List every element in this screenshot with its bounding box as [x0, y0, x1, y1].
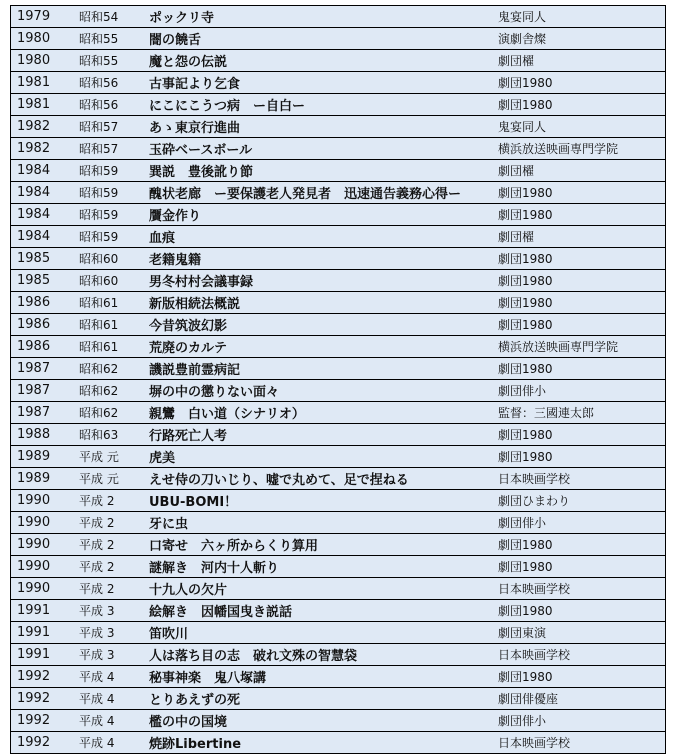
table-row — [11, 666, 666, 688]
table-row — [11, 248, 666, 270]
troupe-cell: 横浜放送映画専門学院 — [495, 138, 666, 160]
troupe-cell: 劇団1980 — [495, 446, 666, 468]
title-cell: 絵解き 因幡国曳き説話 — [149, 600, 495, 622]
table-row — [11, 6, 666, 28]
era-cell: 昭和56 — [75, 72, 149, 94]
troupe-cell: 日本映画学校 — [495, 578, 666, 600]
table-row — [11, 578, 666, 600]
troupe-cell: 劇団櫂 — [495, 160, 666, 182]
era-cell: 平成 4 — [75, 688, 149, 710]
title-cell: 玉砕ベースボール — [149, 138, 495, 160]
title-cell: えせ侍の刀いじり、嘘で丸めて、足で捏ねる — [149, 468, 495, 490]
troupe-cell: 劇団1980 — [495, 292, 666, 314]
title-cell: 男冬村村会議事録 — [149, 270, 495, 292]
table-row — [11, 358, 666, 380]
table-row — [11, 50, 666, 72]
title-cell: 牙に虫 — [149, 512, 495, 534]
title-cell: にこにこうつ病 ー自白ー — [149, 94, 495, 116]
era-cell: 平成 3 — [75, 644, 149, 666]
troupe-cell: 劇団俳小 — [495, 512, 666, 534]
era-cell: 昭和57 — [75, 138, 149, 160]
troupe-cell: 監督：三國連太郎 — [495, 402, 666, 424]
year-cell: 1984 — [11, 182, 76, 204]
troupe-cell: 劇団1980 — [495, 72, 666, 94]
table-row — [11, 28, 666, 50]
era-cell: 昭和55 — [75, 50, 149, 72]
troupe-cell: 日本映画学校 — [495, 468, 666, 490]
table-row — [11, 688, 666, 710]
title-cell: 虎美 — [149, 446, 495, 468]
table-row — [11, 336, 666, 358]
title-cell: 笛吹川 — [149, 622, 495, 644]
year-cell: 1989 — [11, 446, 76, 468]
year-cell: 1986 — [11, 336, 76, 358]
year-cell: 1991 — [11, 622, 76, 644]
year-cell: 1992 — [11, 732, 76, 754]
era-cell: 平成 2 — [75, 490, 149, 512]
title-cell: とりあえずの死 — [149, 688, 495, 710]
year-cell: 1984 — [11, 226, 76, 248]
table-row — [11, 490, 666, 512]
year-cell: 1990 — [11, 534, 76, 556]
title-cell: 塀の中の懲りない面々 — [149, 380, 495, 402]
table-row — [11, 424, 666, 446]
title-cell: 檻の中の国境 — [149, 710, 495, 732]
troupe-cell: 劇団櫂 — [495, 226, 666, 248]
title-cell: 荒廃のカルテ — [149, 336, 495, 358]
era-cell: 昭和59 — [75, 182, 149, 204]
title-cell: 行路死亡人考 — [149, 424, 495, 446]
table-row — [11, 556, 666, 578]
title-cell: 醜状老廊 ー要保護老人発見者 迅速通告義務心得ー — [149, 182, 495, 204]
era-cell: 昭和62 — [75, 380, 149, 402]
era-cell: 平成 元 — [75, 468, 149, 490]
troupe-cell: 劇団1980 — [495, 358, 666, 380]
year-cell: 1990 — [11, 556, 76, 578]
year-cell: 1985 — [11, 248, 76, 270]
troupe-cell: 劇団ひまわり — [495, 490, 666, 512]
year-cell: 1991 — [11, 644, 76, 666]
table-row — [11, 402, 666, 424]
table-row — [11, 204, 666, 226]
era-cell: 昭和59 — [75, 204, 149, 226]
era-cell: 平成 2 — [75, 534, 149, 556]
year-cell: 1991 — [11, 600, 76, 622]
title-cell: 謎解き 河内十人斬り — [149, 556, 495, 578]
era-cell: 昭和62 — [75, 358, 149, 380]
table-row — [11, 644, 666, 666]
era-cell: 昭和60 — [75, 270, 149, 292]
year-cell: 1989 — [11, 468, 76, 490]
era-cell: 昭和55 — [75, 28, 149, 50]
era-cell: 昭和61 — [75, 336, 149, 358]
year-cell: 1984 — [11, 160, 76, 182]
title-cell: あゝ東京行進曲 — [149, 116, 495, 138]
table-row — [11, 446, 666, 468]
year-cell: 1987 — [11, 358, 76, 380]
year-cell: 1990 — [11, 512, 76, 534]
era-cell: 昭和62 — [75, 402, 149, 424]
era-cell: 昭和59 — [75, 160, 149, 182]
year-cell: 1980 — [11, 28, 76, 50]
table-row — [11, 622, 666, 644]
title-cell: 魔と怨の伝説 — [149, 50, 495, 72]
table-row — [11, 160, 666, 182]
troupe-cell: 劇団1980 — [495, 534, 666, 556]
title-cell: ポックリ寺 — [149, 6, 495, 28]
title-cell: 古事記より乞食 — [149, 72, 495, 94]
table-row — [11, 72, 666, 94]
troupe-cell: 劇団俳小 — [495, 710, 666, 732]
title-cell: 贋金作り — [149, 204, 495, 226]
table-row — [11, 468, 666, 490]
year-cell: 1992 — [11, 710, 76, 732]
title-cell: 新版相続法概説 — [149, 292, 495, 314]
era-cell: 昭和63 — [75, 424, 149, 446]
table-row — [11, 380, 666, 402]
era-cell: 昭和57 — [75, 116, 149, 138]
works-table-body — [11, 6, 666, 754]
troupe-cell: 劇団東演 — [495, 622, 666, 644]
troupe-cell: 鬼宴同人 — [495, 116, 666, 138]
era-cell: 平成 2 — [75, 578, 149, 600]
year-cell: 1987 — [11, 380, 76, 402]
table-row — [11, 292, 666, 314]
troupe-cell: 横浜放送映画専門学院 — [495, 336, 666, 358]
year-cell: 1979 — [11, 6, 76, 28]
title-cell: 闇の饒舌 — [149, 28, 495, 50]
title-cell: 譏説豊前霊病記 — [149, 358, 495, 380]
era-cell: 平成 2 — [75, 556, 149, 578]
works-table-container — [10, 5, 666, 754]
era-cell: 昭和54 — [75, 6, 149, 28]
troupe-cell: 劇団俳小 — [495, 380, 666, 402]
troupe-cell: 劇団1980 — [495, 600, 666, 622]
era-cell: 平成 3 — [75, 622, 149, 644]
troupe-cell: 劇団1980 — [495, 270, 666, 292]
title-cell: 血痕 — [149, 226, 495, 248]
year-cell: 1988 — [11, 424, 76, 446]
table-row — [11, 314, 666, 336]
table-row — [11, 732, 666, 754]
troupe-cell: 劇団1980 — [495, 666, 666, 688]
year-cell: 1984 — [11, 204, 76, 226]
table-row — [11, 270, 666, 292]
troupe-cell: 日本映画学校 — [495, 644, 666, 666]
troupe-cell: 劇団1980 — [495, 94, 666, 116]
troupe-cell: 演劇舎燦 — [495, 28, 666, 50]
year-cell: 1985 — [11, 270, 76, 292]
year-cell: 1990 — [11, 490, 76, 512]
troupe-cell: 劇団1980 — [495, 182, 666, 204]
table-row — [11, 600, 666, 622]
table-row — [11, 226, 666, 248]
year-cell: 1982 — [11, 116, 76, 138]
title-cell: 親鸞 白い道（シナリオ） — [149, 402, 495, 424]
era-cell: 平成 4 — [75, 732, 149, 754]
year-cell: 1986 — [11, 292, 76, 314]
title-cell: 今昔筑波幻影 — [149, 314, 495, 336]
era-cell: 昭和60 — [75, 248, 149, 270]
year-cell: 1980 — [11, 50, 76, 72]
troupe-cell: 劇団1980 — [495, 556, 666, 578]
table-row — [11, 138, 666, 160]
troupe-cell: 日本映画学校 — [495, 732, 666, 754]
title-cell: 口寄せ 六ヶ所からくり算用 — [149, 534, 495, 556]
table-row — [11, 94, 666, 116]
troupe-cell: 劇団1980 — [495, 248, 666, 270]
era-cell: 平成 4 — [75, 710, 149, 732]
troupe-cell: 劇団1980 — [495, 424, 666, 446]
table-row — [11, 182, 666, 204]
title-cell: 十九人の欠片 — [149, 578, 495, 600]
year-cell: 1992 — [11, 666, 76, 688]
table-row — [11, 710, 666, 732]
troupe-cell: 劇団1980 — [495, 204, 666, 226]
year-cell: 1992 — [11, 688, 76, 710]
year-cell: 1981 — [11, 94, 76, 116]
table-row — [11, 512, 666, 534]
title-cell: 人は落ち目の志 破れ文殊の智慧袋 — [149, 644, 495, 666]
troupe-cell: 鬼宴同人 — [495, 6, 666, 28]
era-cell: 平成 4 — [75, 666, 149, 688]
troupe-cell: 劇団俳優座 — [495, 688, 666, 710]
year-cell: 1981 — [11, 72, 76, 94]
era-cell: 平成 2 — [75, 512, 149, 534]
title-cell: 秘事神楽 鬼八塚講 — [149, 666, 495, 688]
year-cell: 1990 — [11, 578, 76, 600]
table-row — [11, 116, 666, 138]
era-cell: 平成 元 — [75, 446, 149, 468]
title-cell: 焼跡Libertine — [149, 732, 495, 754]
title-cell: 巽説 豊後訛り節 — [149, 160, 495, 182]
era-cell: 平成 3 — [75, 600, 149, 622]
era-cell: 昭和56 — [75, 94, 149, 116]
title-cell: UBU-BOMI！ — [149, 490, 495, 512]
year-cell: 1987 — [11, 402, 76, 424]
works-table — [10, 5, 666, 754]
troupe-cell: 劇団1980 — [495, 314, 666, 336]
year-cell: 1982 — [11, 138, 76, 160]
era-cell: 昭和61 — [75, 314, 149, 336]
troupe-cell: 劇団櫂 — [495, 50, 666, 72]
title-cell: 老籍鬼籍 — [149, 248, 495, 270]
table-row — [11, 534, 666, 556]
era-cell: 昭和61 — [75, 292, 149, 314]
era-cell: 昭和59 — [75, 226, 149, 248]
year-cell: 1986 — [11, 314, 76, 336]
